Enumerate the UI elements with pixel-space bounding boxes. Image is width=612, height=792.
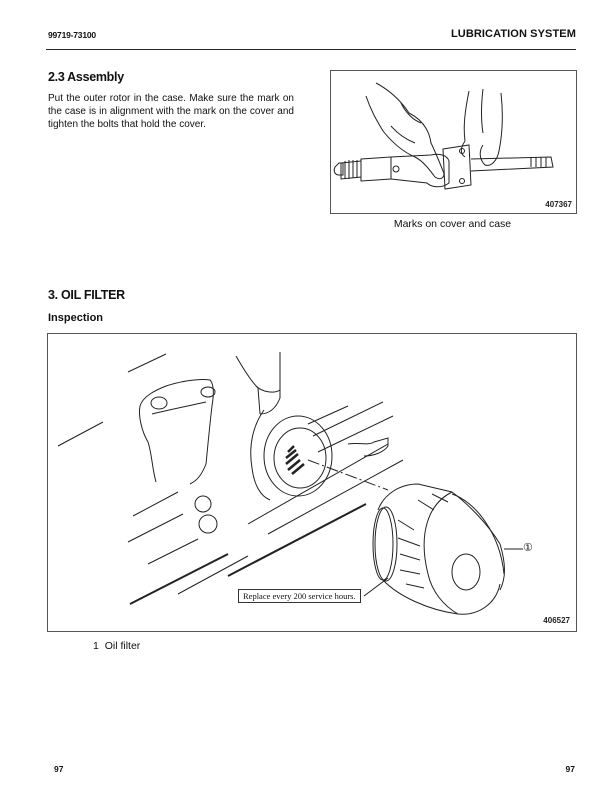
page-number-left: 97 [54, 764, 64, 774]
legend-label: Oil filter [104, 640, 141, 652]
figure-caption: Marks on cover and case [393, 218, 512, 230]
assembly-figure [330, 70, 577, 214]
assembly-heading: 2.3 Assembly [48, 70, 124, 84]
item-1-marker: ① [523, 542, 533, 554]
header-divider [46, 49, 576, 50]
legend-item [93, 640, 140, 652]
oil-filter-engine-illustration [48, 334, 576, 631]
figure-number: 407367 [545, 200, 572, 209]
oil-filter-figure [47, 333, 577, 632]
assembly-body-text: Put the outer rotor in the case. Make sure the mark on the case is in alignment with the mark on the cover and tighten the bolts that hold the cover. [48, 93, 294, 130]
figure-number: 406527 [543, 616, 570, 625]
page-number-right: 97 [565, 764, 575, 774]
legend-number: 1 [93, 640, 99, 652]
document-number: 99719-73100 [48, 30, 96, 40]
section-header-title: LUBRICATION SYSTEM [450, 28, 576, 40]
inspection-subheading: Inspection [48, 312, 104, 324]
replace-interval-callout: Replace every 200 service hours. [238, 589, 361, 603]
hands-aligning-pump-illustration [331, 71, 576, 213]
oil-filter-heading: 3. OIL FILTER [48, 288, 125, 302]
